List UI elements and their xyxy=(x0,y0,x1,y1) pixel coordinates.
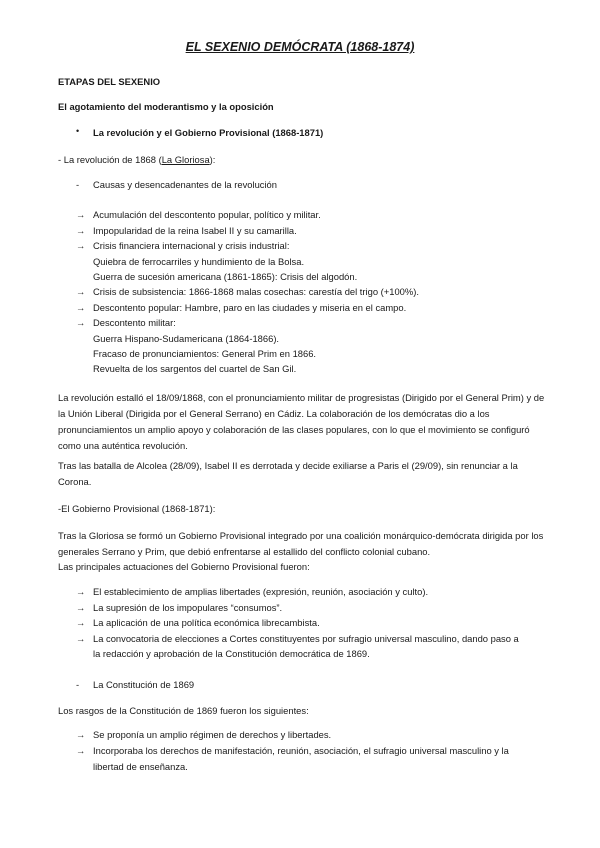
dash-marker: - xyxy=(76,679,80,690)
actuacion-item: La convocatoria de elecciones a Cortes constituyentes por sufragio universal masculino, dando paso a xyxy=(93,633,519,644)
heading-revolucion-1868 xyxy=(58,154,215,165)
bullet-marker: • xyxy=(76,126,80,136)
actuacion-item: El establecimiento de amplias libertades (expresión, reunión, asociación y culto). xyxy=(93,586,429,597)
heading-revolucion-1868-prefix: - La revolución de 1868 ( xyxy=(58,154,162,165)
actuacion-item: La supresión de los impopulares “consumos”. xyxy=(93,602,283,613)
actuacion-item-continued: la redacción y aprobación de la Constitución democrática de 1869. xyxy=(93,648,370,659)
arrow-icon: → xyxy=(76,745,86,756)
cause-subitem: Quiebra de ferrocarriles y hundimiento de la Bolsa. xyxy=(93,256,305,267)
heading-revolucion-1868-suffix: ): xyxy=(209,154,216,165)
arrow-icon: → xyxy=(76,286,86,297)
dash-marker: - xyxy=(76,179,80,190)
paragraph-estallido: La revolución estalló el 18/09/1868, con el pronunciamiento militar de progresistas (Dirigido por el General Prim) y de la Unión Liberal (Dirigida por el General Serrano) en Cádiz. La colaboración de los demócratas dio a los pronunciamientos un amplio apoyo y colaboración de las clases populares, con lo que el movimiento se configuró como una auténtica revolución. xyxy=(58,392,545,451)
rasgo-item-continued: libertad de enseñanza. xyxy=(93,761,188,772)
actuacion-item: La aplicación de una política económica librecambista. xyxy=(93,617,320,628)
rasgo-item: Se proponía un amplio régimen de derechos y libertades. xyxy=(93,729,332,740)
paragraph-gloriosa: Tras la Gloriosa se formó un Gobierno Provisional integrado por una coalición monárquico-demócrata dirigida por los generales Serrano y Prim, que debió enfrentarse al estallido del conflicto colonial cubano. xyxy=(58,530,544,557)
paragraph-actuaciones-intro: Las principales actuaciones del Gobierno Provisional fueron: xyxy=(58,561,310,572)
heading-agotamiento: El agotamiento del moderantismo y la oposición xyxy=(58,101,274,112)
cause-subitem: Fracaso de pronunciamientos: General Prim en 1866. xyxy=(93,348,317,359)
heading-revolucion-gobierno: La revolución y el Gobierno Provisional (1868-1871) xyxy=(93,127,324,138)
rasgos-intro: Los rasgos de la Constitución de 1869 fueron los siguientes: xyxy=(58,705,309,716)
cause-item: Descontento militar: xyxy=(93,317,176,328)
arrow-icon: → xyxy=(76,317,86,328)
arrow-icon: → xyxy=(76,617,86,628)
arrow-icon: → xyxy=(76,240,86,251)
arrow-icon: → xyxy=(76,209,86,220)
arrow-icon: → xyxy=(76,302,86,313)
cause-item: Acumulación del descontento popular, político y militar. xyxy=(93,209,321,220)
cause-item: Descontento popular: Hambre, paro en las ciudades y miseria en el campo. xyxy=(93,302,407,313)
la-gloriosa-underlined: La Gloriosa xyxy=(161,154,210,165)
cause-item: Crisis financiera internacional y crisis industrial: xyxy=(93,240,290,251)
arrow-icon: → xyxy=(76,633,86,644)
rasgo-item: Incorporaba los derechos de manifestación, reunión, asociación, el sufragio universal masculino y la xyxy=(93,745,509,756)
heading-etapas: ETAPAS DEL SEXENIO xyxy=(58,76,161,87)
causas-heading: Causas y desencadenantes de la revolución xyxy=(93,179,277,190)
arrow-icon: → xyxy=(76,602,86,613)
paragraph-alcolea: Tras las batalla de Alcolea (28/09), Isabel II es derrotada y decide exiliarse a Paris el (29/09), sin renunciar a la Corona. xyxy=(58,460,518,487)
cause-subitem: Guerra Hispano-Sudamericana (1864-1866). xyxy=(93,333,280,344)
arrow-icon: → xyxy=(76,586,86,597)
cause-item: Crisis de subsistencia: 1866-1868 malas cosechas: carestía del trigo (+100%). xyxy=(93,286,419,297)
cause-subitem: Guerra de sucesión americana (1861-1865): Crisis del algodón. xyxy=(93,271,358,282)
arrow-icon: → xyxy=(76,729,86,740)
cause-item: Impopularidad de la reina Isabel II y su camarilla. xyxy=(93,225,297,236)
arrow-icon: → xyxy=(76,225,86,236)
constitucion-heading: La Constitución de 1869 xyxy=(93,679,195,690)
heading-gobierno-provisional: -El Gobierno Provisional (1868-1871): xyxy=(58,503,216,514)
page-title: EL SEXENIO DEMÓCRATA (1868-1874) xyxy=(185,40,415,54)
cause-subitem: Revuelta de los sargentos del cuartel de San Gil. xyxy=(93,363,297,374)
